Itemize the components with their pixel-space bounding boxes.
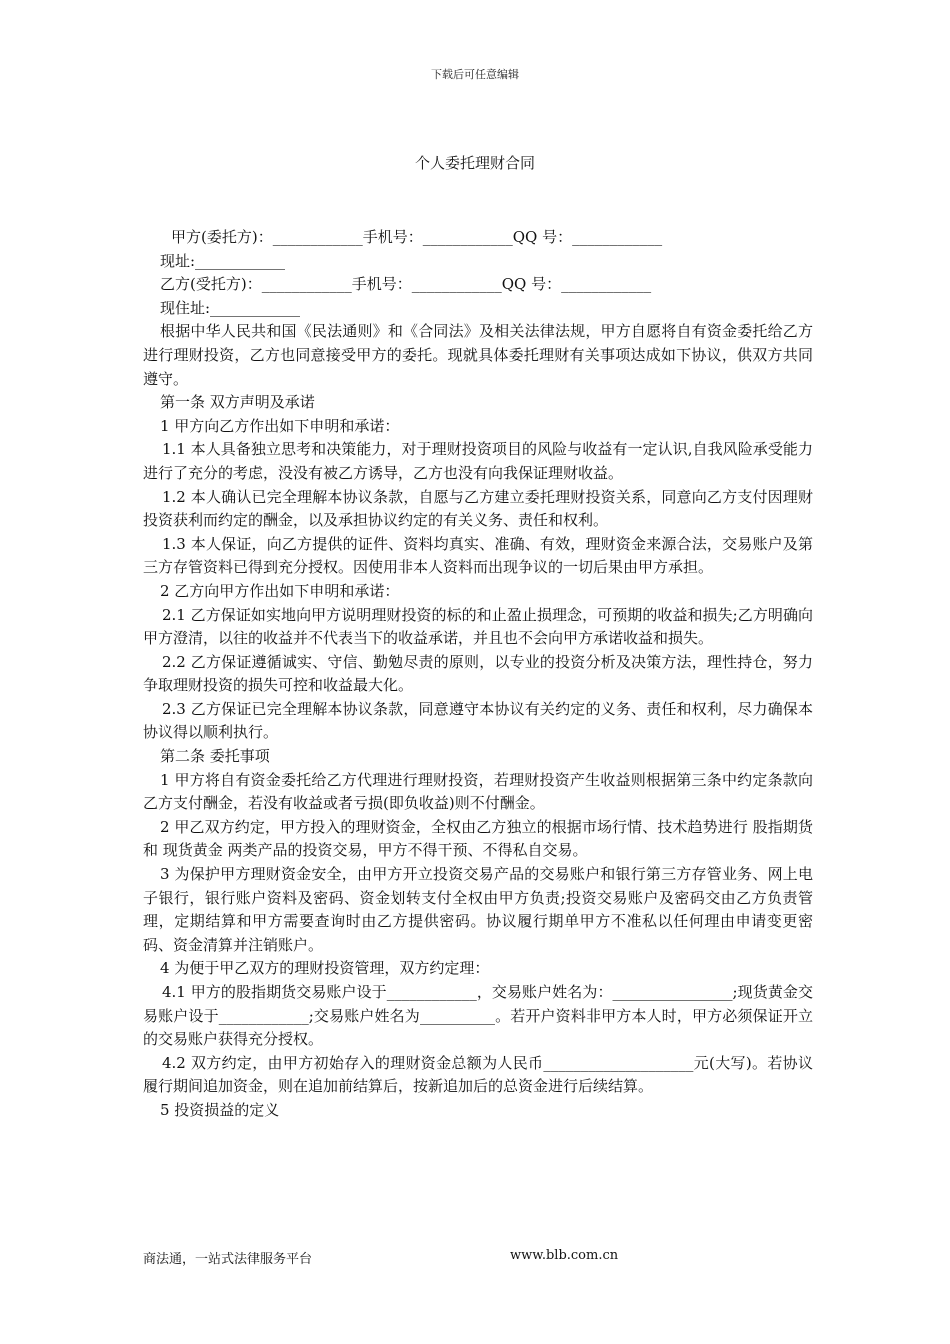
article-2-item-3: 3 为保护甲方理财资金安全，由甲方开立投资交易产品的交易账户和银行第三方存管业务、网上电子银行，银行账户资料及密码、资金划转支付全权由甲方负责;投资交易账户及密码交由乙方负责管理，定期结算和甲方需要查询时由乙方提供密码。协议履行期单甲方不准私以任何理由申请变更密码、资金清算并注销账户。: [143, 865, 813, 954]
party-a-address: 现址:____________: [160, 251, 286, 270]
article-2-heading: 第二条 委托事项: [160, 747, 270, 766]
clause-2-1: 2.1 乙方保证如实地向甲方说明理财投资的标的和止盈止损理念，可预期的收益和损失;乙方明确向甲方澄清，以往的收益并不代表当下的收益承诺，并且也不会向甲方承诺收益和损失。: [143, 605, 813, 648]
article-2-item-5: 5 投资损益的定义: [160, 1100, 280, 1119]
article-1-heading: 第一条 双方声明及承诺: [160, 393, 315, 412]
clause-1-2: 1.2 本人确认已完全理解本协议条款，自愿与乙方建立委托理财投资关系，同意向乙方支付因理财投资获利而约定的酬金，以及承担协议约定的有关义务、责任和权利。: [143, 487, 813, 530]
party-b-line: 乙方(受托方)：____________手机号：____________QQ 号：____________: [160, 275, 652, 294]
clause-1-heading: 1 甲方向乙方作出如下申明和承诺：: [160, 416, 400, 435]
clause-1-3: 1.3 本人保证，向乙方提供的证件、资料均真实、准确、有效，理财资金来源合法，交易账户及第三方存管资料已得到充分授权。因使用非本人资料而出现争议的一切后果由甲方承担。: [143, 534, 813, 577]
preamble-paragraph: 根据中华人民共和国《民法通则》和《合同法》及相关法律法规，甲方自愿将自有资金委托给乙方进行理财投资，乙方也同意接受甲方的委托。现就具体委托理财有关事项达成如下协议，供双方共同遵守。: [143, 322, 813, 388]
article-2-item-1: 1 甲方将自有资金委托给乙方代理进行理财投资，若理财投资产生收益则根据第三条中约定条款向乙方支付酬金，若没有收益或者亏损(即负收益)则不付酬金。: [143, 770, 813, 813]
party-b-address: 现住址:____________: [160, 298, 301, 317]
page-title: 个人委托理财合同: [414, 154, 535, 172]
footer-left-text: 商法通，一站式法律服务平台: [143, 1252, 313, 1267]
article-2-item-4: 4 为便于甲乙双方的理财投资管理，双方约定理：: [160, 959, 490, 978]
footer-website-link: www.blb.com.cn: [510, 1248, 619, 1263]
contract-body: [143, 226, 813, 1123]
clause-4-2: 4.2 双方约定，由甲方初始存入的理财资金总额为人民币____________________元(大写)。若协议履行期间追加资金，则在追加前结算后，按新追加后的总资金进行后续结算。: [143, 1053, 813, 1096]
clause-1-1: 1.1 本人具备独立思考和决策能力，对于理财投资项目的风险与收益有一定认识,自我风险承受能力进行了充分的考虑，没没有被乙方诱导，乙方也没有向我保证理财收益。: [143, 440, 813, 482]
clause-4-1: 4.1 甲方的股指期货交易账户设于____________，交易账户姓名为：________________;现货黄金交易账户设于____________;交易账户姓名为__________。若开户资料非甲方本人时，甲方必须保证开立的交易账户获得充分授权。: [143, 983, 813, 1049]
article-2-item-2: 2 甲乙双方约定，甲方投入的理财资金，全权由乙方独立的根据市场行情、技术趋势进行 股指期货 和 现货黄金 两类产品的投资交易，甲方不得干预、不得私自交易。: [143, 817, 813, 860]
clause-2-2: 2.2 乙方保证遵循诚实、守信、勤勉尽责的原则，以专业的投资分析及决策方法，理性持仓，努力争取理财投资的损失可控和收益最大化。: [143, 652, 813, 695]
header-note: 下载后可任意编辑: [431, 68, 519, 81]
party-a-line: 甲方(委托方)：____________手机号：____________QQ 号：____________: [171, 228, 663, 246]
clause-2-heading: 2 乙方向甲方作出如下申明和承诺：: [160, 581, 400, 600]
clause-2-3: 2.3 乙方保证已完全理解本协议条款，同意遵守本协议有关约定的义务、责任和权利，尽力确保本协议得以顺利执行。: [143, 699, 813, 742]
